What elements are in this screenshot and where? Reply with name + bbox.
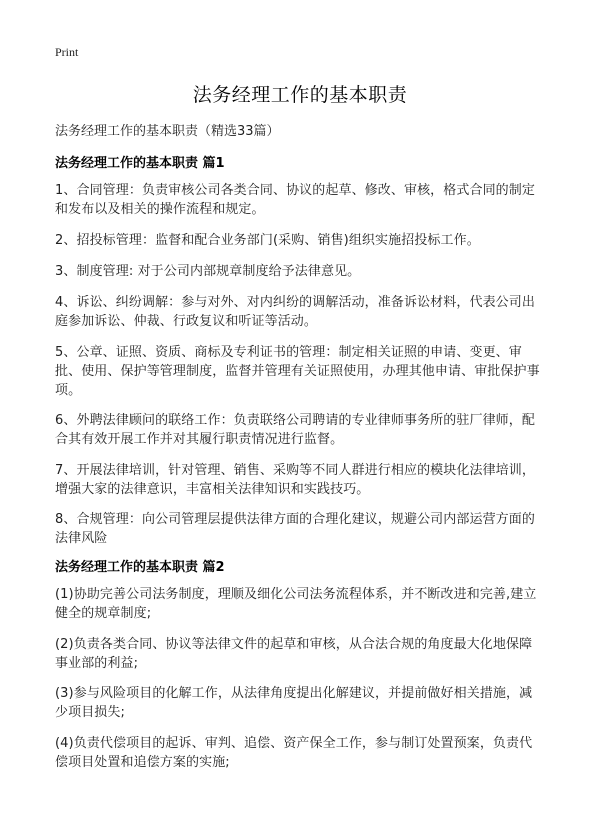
paragraph: (3)参与风险项目的化解工作，从法律角度提出化解建议，并提前做好相关措施，减少项目损失; bbox=[55, 686, 533, 720]
section-heading-1: 法务经理工作的基本职责 篇1 bbox=[55, 156, 225, 171]
section-heading-2: 法务经理工作的基本职责 篇2 bbox=[55, 560, 225, 575]
paragraph: 6、外聘法律顾问的联络工作：负责联络公司聘请的专业律师事务所的驻厂律师，配合其有效开展工作并对其履行职责情况进行监督。 bbox=[55, 413, 535, 447]
paragraph: 5、公章、证照、资质、商标及专利证书的管理：制定相关证照的申请、变更、审批、使用、保护等管理制度，监督并管理有关证照使用，办理其他申请、审批保护事项。 bbox=[55, 345, 540, 398]
paragraph: 7、开展法律培训，针对管理、销售、采购等不同人群进行相应的模块化法律培训，增强大家的法律意识，丰富相关法律知识和实践技巧。 bbox=[55, 463, 535, 497]
paragraph: 8、合规管理：向公司管理层提供法律方面的合理化建议，规避公司内部运营方面的法律风险 bbox=[55, 512, 535, 546]
subtitle: 法务经理工作的基本职责（精选33篇） bbox=[55, 124, 280, 139]
paragraph: 3、制度管理: 对于公司内部规章制度给予法律意见。 bbox=[55, 264, 361, 279]
paragraph: (1)协助完善公司法务制度，理顺及细化公司法务流程体系，并不断改进和完善,建立健全的规章制度; bbox=[55, 587, 537, 621]
paragraph: (4)负责代偿项目的起诉、审判、追偿、资产保全工作，参与制订处置预案，负责代偿项目处置和追偿方案的实施; bbox=[55, 736, 533, 770]
page-title: 法务经理工作的基本职责 bbox=[192, 84, 408, 106]
paragraph: 1、合同管理：负责审核公司各类合同、协议的起草、修改、审核，格式合同的制定和发布以及相关的操作流程和规定。 bbox=[55, 183, 535, 217]
print-label: Print bbox=[55, 45, 79, 59]
paragraph: (2)负责各类合同、协议等法律文件的起草和审核，从合法合规的角度最大化地保障事业部的利益; bbox=[55, 637, 533, 671]
paragraph: 2、招投标管理：监督和配合业务部门(采购、销售)组织实施招投标工作。 bbox=[55, 233, 480, 248]
paragraph: 4、诉讼、纠纷调解：参与对外、对内纠纷的调解活动，准备诉讼材料，代表公司出庭参加诉讼、仲裁、行政复议和听证等活动。 bbox=[55, 295, 535, 329]
